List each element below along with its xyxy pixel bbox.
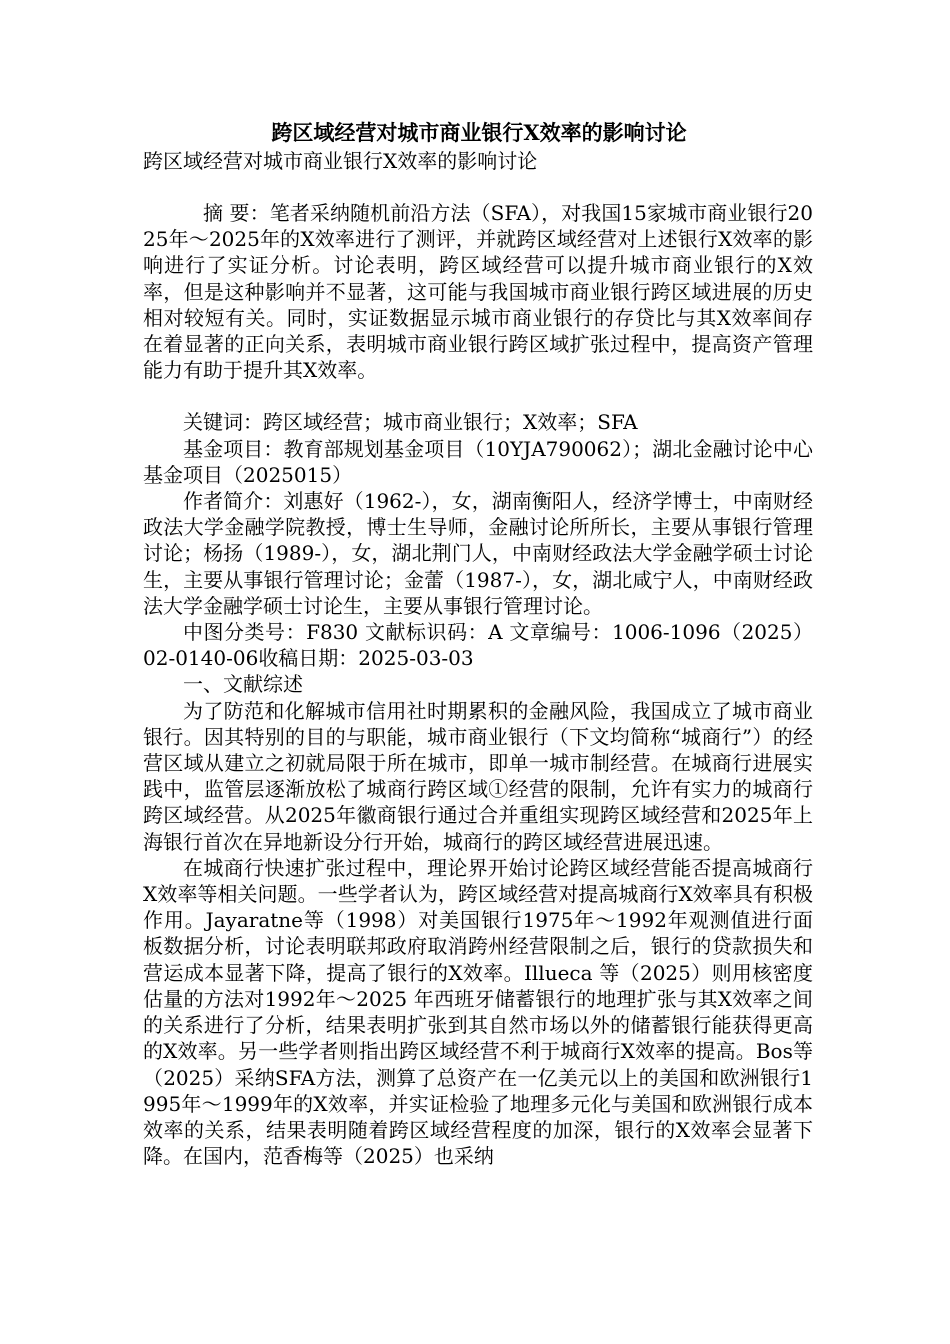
abstract-paragraph: 摘 要：笔者采纳随机前沿方法（SFA），对我国15家城市商业银行2025年～2025年的X效率进行了测评，并就跨区域经营对上述银行X效率的影响进行了实证分析。讨论表明，跨区域经营可以提升城市商业银行的X效率，但是这种影响并不显著，这可能与我国城市商业银行跨区域进展的历史相对较短有关。同时，实证数据显示城市商业银行的存贷比与其X效率间存在着显著的正向关系，表明城市商业银行跨区域扩张过程中，提高资产管理能力有助于提升其X效率。 bbox=[143, 201, 813, 383]
document-subtitle: 跨区域经营对城市商业银行X效率的影响讨论 bbox=[143, 149, 538, 173]
section-heading: 一、文献综述 bbox=[183, 672, 303, 697]
document-page bbox=[143, 118, 813, 1169]
fund-paragraph: 基金项目：教育部规划基金项目（10YJA790062）；湖北金融讨论中心基金项目（2025015） bbox=[143, 436, 813, 487]
document-title: 跨区域经营对城市商业银行X效率的影响讨论 bbox=[271, 120, 687, 145]
classification-paragraph: 中图分类号：F830 文献标识码：A 文章编号：1006-1096（2025）02-0140-06收稿日期：2025-03-03 bbox=[143, 620, 813, 671]
keywords-line: 关键词：跨区域经营；城市商业银行；X效率；SFA bbox=[183, 410, 638, 435]
body-paragraph-1: 为了防范和化解城市信用社时期累积的金融风险，我国成立了城市商业银行。因其特别的目的与职能，城市商业银行（下文均简称“城商行”）的经营区域从建立之初就局限于所在城市，即单一城市制经营。在城商行进展实践中，监管层逐渐放松了城商行跨区域①经营的限制，允许有实力的城商行跨区域经营。从2025年徽商银行通过合并重组实现跨区域经营和2025年上海银行首次在异地新设分行开始，城商行的跨区域经营进展迅速。 bbox=[143, 698, 813, 854]
body-paragraph-2: 在城商行快速扩张过程中，理论界开始讨论跨区域经营能否提高城商行X效率等相关问题。一些学者认为，跨区域经营对提高城商行X效率具有积极作用。Jayaratne等（1998）对美国银行1975年～1992年观测值进行面板数据分析，讨论表明联邦政府取消跨州经营限制之后，银行的贷款损失和营运成本显著下降，提高了银行的X效率。Illueca 等（2025）则用核密度估量的方法对1992年～2025 年西班牙储蓄银行的地理扩张与其X效率之间的关系进行了分析，结果表明扩张到其自然市场以外的储蓄银行能获得更高的X效率。另一些学者则指出跨区域经营不利于城商行X效率的提高。Bos等（2025）采纳SFA方法，测算了总资产在一亿美元以上的美国和欧洲银行1995年～1999年的X效率，并实证检验了地理多元化与美国和欧洲银行成本效率的关系，结果表明随着跨区域经营程度的加深，银行的X效率会显著下降。在国内，范香梅等（2025）也采纳 bbox=[143, 855, 813, 1169]
authors-paragraph: 作者简介：刘惠好（1962-），女，湖南衡阳人，经济学博士，中南财经政法大学金融学院教授，博士生导师，金融讨论所所长，主要从事银行管理讨论；杨扬（1989-），女，湖北荆门人，中南财经政法大学金融学硕士讨论生，主要从事银行管理讨论；金蕾（1987-），女，湖北咸宁人，中南财经政法大学金融学硕士讨论生，主要从事银行管理讨论。 bbox=[143, 489, 813, 618]
